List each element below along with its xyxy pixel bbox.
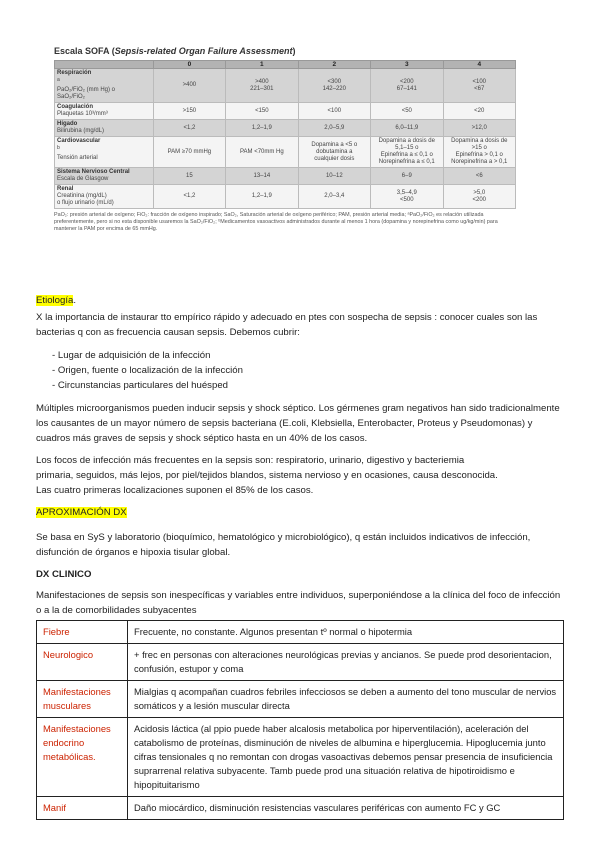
sofa-header: [55, 61, 154, 69]
sofa-cell-value: dobutamina a: [316, 148, 353, 155]
sofa-cell-value: 15: [186, 172, 193, 179]
sofa-cell-value: 1,2–1,9: [251, 124, 272, 131]
sofa-cell-value: Epinefrina > 0,1 o: [455, 152, 503, 158]
sofa-param: Plaquetas 10³/mm³: [57, 111, 108, 117]
sofa-cell-value: >150: [182, 107, 197, 114]
sofa-cell: [298, 69, 370, 103]
etiologia-p3-line: primaria, seguidos, más lejos, por piel/tejidos blandos, sistema nervioso y en ocasiones, causa desconocida.: [36, 470, 498, 481]
sofa-title: Escala SOFA (Sepsis-related Organ Failure Assessment): [54, 46, 296, 56]
dxclinico-intro: Manifestaciones de sepsis son inespecíficas y variables entre individuos, superponiéndose a la clínica del foco de infección o a la de comorbilidades subyacentes: [36, 590, 561, 616]
table-row: [37, 644, 564, 681]
etiologia-paragraph-1: X la importancia de instaurar tto empírico rápido y adecuado en ptes con sospecha de sepsis : conocer cuales son las bacterias q con as frecuencia causan sepsis. Debemos cubrir:: [36, 312, 538, 338]
sofa-param: Bilirubina (mg/dL): [57, 128, 105, 134]
sofa-section-name: Respiración: [57, 70, 92, 76]
sofa-section-name: Coagulación: [57, 104, 94, 110]
manifestation-text: Acidosis láctica (al ppio puede haber alcalosis metabolica por hiperventilación), aceleración del catabolismo de proteínas, disminución de niveles de albumina e hiperglucemia. Hipoglucemia junto cifras tensionales q no remontan con drogas vasoactivas debemos pensar presencia de insuficiencia suprarrenal relativa subyacente. Tamb puede prod una situación relativa de hipotiroidismo e hipopituitarismo: [128, 718, 564, 797]
etiologia-paragraph-3: [36, 453, 566, 498]
sofa-param: PaO₂/FiO₂ (mm Hg) o: [57, 87, 115, 93]
sofa-section-name: Renal: [57, 186, 74, 192]
sofa-header: 1: [226, 61, 298, 69]
sofa-cell: [153, 185, 225, 209]
sofa-cell-value: >400: [182, 82, 197, 88]
sofa-cell-value: 2,0–3,4: [324, 193, 345, 199]
sofa-cell-value: <67: [474, 85, 485, 92]
table-row: [55, 185, 516, 209]
sofa-cell: [153, 120, 225, 137]
sofa-cell-value: <6: [475, 172, 483, 179]
sofa-cell: [371, 137, 443, 168]
table-row: [37, 621, 564, 644]
etiologia-bullets: [52, 348, 552, 393]
sofa-cell-value: PAM ≥70 mmHg: [167, 148, 212, 155]
sofa-cell: [371, 185, 443, 209]
sofa-section-name: Cardiovascular: [57, 138, 101, 144]
sofa-cell: [443, 137, 515, 168]
sofa-cell: [298, 168, 370, 185]
sofa-row-label: [55, 120, 154, 137]
sofa-cell: [298, 103, 370, 120]
sofa-cell-value: 142–220: [322, 85, 346, 92]
sofa-param: Creatinina (mg/dL): [57, 193, 107, 199]
sofa-cell: [153, 168, 225, 185]
sofa-cell-value: 10–12: [325, 172, 343, 179]
sofa-cell-value: <100: [472, 78, 487, 85]
list-item: - Circunstancias particulares del huésped: [52, 378, 552, 393]
sofa-row-label: [55, 69, 154, 103]
sofa-cell-value: 13–14: [253, 172, 271, 179]
sofa-footnote-marker: b: [57, 145, 60, 151]
sofa-param: o flujo urinario (mL/d): [57, 200, 114, 206]
etiologia-p3-line: Los focos de infección más frecuentes en la sepsis son: respiratorio, urinario, digestivo y bacteriemia: [36, 455, 465, 466]
sofa-header: 4: [443, 61, 515, 69]
sofa-cell-value: 2,0–5,9: [324, 124, 345, 131]
sofa-table: [54, 60, 516, 209]
sofa-cell-value: cualquier dosis: [314, 155, 355, 162]
manifestation-text: Daño miocárdico, disminución resistencias vasculares periféricas con aumento FC y GC: [128, 797, 564, 820]
sofa-row-label: [55, 137, 154, 168]
sofa-cell: [226, 103, 298, 120]
sofa-footnote-marker: a: [57, 77, 60, 83]
sofa-cell: [226, 137, 298, 168]
sofa-cell-value: <1,2: [183, 193, 196, 199]
sofa-cell: [443, 185, 515, 209]
sofa-cell: [298, 185, 370, 209]
table-row: [37, 797, 564, 820]
etiologia-p3-line: Las cuatro primeras localizaciones suponen el 85% de los casos.: [36, 485, 314, 496]
sofa-cell-value: 67–141: [396, 85, 417, 92]
sofa-cell-value: Dopamina a dosis de: [378, 138, 435, 144]
sofa-section-name: Hígado: [57, 121, 78, 127]
sofa-cell: [153, 103, 225, 120]
sofa-cell-value: 221–301: [250, 85, 274, 92]
sofa-cell-value: <200: [400, 78, 414, 85]
list-item: - Lugar de adquisición de la infección: [52, 348, 552, 363]
sofa-cell-value: Norepinefrina a > 0,1: [451, 159, 508, 165]
sofa-cell-value: 6–9: [401, 172, 412, 179]
sofa-footnote: PaO₂: presión arterial de oxígeno; FiO₂: fracción de oxígeno inspirado; SaO₂, Saturación arterial de oxígeno periférico; PAM, presión arterial media; ᵃPaO₂/FiO₂ es relación utilizada preferentemente, pero si no esta disponible usaremos la SaO₂/FiO₂; ᵇMedicamentos vasoactivos administrados durante al menos 1 hora (dopamina y norepinefrina como ug/kg/min) para mantener la PAM por encima de 65 mmHg.: [54, 212, 498, 232]
sofa-cell-value: 5,1–15 o: [395, 145, 419, 151]
sofa-cell: [371, 69, 443, 103]
sofa-cell-value: Norepinefrina a ≤ 0,1: [378, 159, 435, 165]
table-row: [55, 168, 516, 185]
sofa-cell: [371, 168, 443, 185]
sofa-row-label: [55, 103, 154, 120]
sofa-cell: [443, 120, 515, 137]
sofa-cell: [371, 120, 443, 137]
sofa-cell-value: >400: [255, 78, 269, 85]
table-row: [55, 103, 516, 120]
sofa-param: SaO₂/FiO₂: [57, 94, 85, 100]
sofa-cell: [153, 137, 225, 168]
list-item: - Origen, fuente o localización de la infección: [52, 363, 552, 378]
sofa-cell: [226, 69, 298, 103]
manifestation-label: Neurologico: [37, 644, 128, 681]
sofa-cell-value: Epinefrina a ≤ 0,1 o: [380, 152, 433, 158]
etiologia-heading: Etiología.: [36, 295, 77, 306]
sofa-cell: [153, 69, 225, 103]
sofa-cell-value: <100: [327, 107, 342, 114]
manifestation-text: Mialgias q acompañan cuadros febriles infecciosos se deben a aumento del tono muscular de nervios somáticos y a lesión muscular directa: [128, 681, 564, 718]
sofa-cell-value: >5,0: [473, 189, 486, 196]
sofa-cell-value: <1,2: [183, 124, 196, 131]
sofa-cell-value: PAM <70mm Hg: [239, 148, 284, 155]
sofa-header-row: [55, 61, 516, 69]
sofa-row-label: [55, 185, 154, 209]
aprox-paragraph: Se basa en SyS y laboratorio (bioquímico, hematológico y microbiológico), q están incluidos indicativos de infección, disfunción de órganos e hipoxia tisular global.: [36, 532, 531, 558]
sofa-cell: [226, 168, 298, 185]
sofa-cell: [443, 69, 515, 103]
sofa-cell-value: <200: [472, 196, 487, 203]
manifestation-label: Fiebre: [37, 621, 128, 644]
dxclinico-heading: DX CLINICO: [36, 569, 92, 580]
sofa-cell-value: 3,5–4,9: [396, 189, 417, 196]
sofa-header: 0: [153, 61, 225, 69]
sofa-cell: [298, 120, 370, 137]
sofa-cell-value: <300: [327, 78, 342, 85]
manifestation-text: Frecuente, no constante. Algunos presentan tº normal o hipotermia: [128, 621, 564, 644]
sofa-cell-value: <500: [400, 196, 414, 203]
manifestation-label: Manifestaciones endocrino metabólicas.: [37, 718, 128, 797]
sofa-header: 3: [371, 61, 443, 69]
sofa-cell-value: 1,2–1,9: [251, 193, 272, 199]
sofa-param: Tensión arterial: [57, 155, 98, 161]
table-row: [37, 718, 564, 797]
table-row: [55, 137, 516, 168]
sofa-cell: [443, 168, 515, 185]
manifestation-label: Manifestaciones musculares: [37, 681, 128, 718]
sofa-cell: [443, 103, 515, 120]
sofa-row-label: [55, 168, 154, 185]
sofa-cell-value: <150: [255, 107, 269, 114]
manifestation-label: Manif: [37, 797, 128, 820]
sofa-param: Escala de Glasgow: [57, 176, 109, 182]
sofa-header: 2: [298, 61, 370, 69]
sofa-cell: [226, 185, 298, 209]
sofa-cell-value: <20: [474, 107, 485, 114]
sofa-cell-value: >12,0: [471, 124, 487, 131]
sofa-cell-value: <50: [401, 107, 412, 114]
table-row: [55, 69, 516, 103]
manifestation-text: + frec en personas con alteraciones neurológicas previas y ancianos. Se puede prod desorientacion, confusión, estupor y coma: [128, 644, 564, 681]
sofa-section-name: Sistema Nervioso Central: [57, 169, 130, 175]
table-row: [55, 120, 516, 137]
aprox-heading: APROXIMACIÓN DX: [36, 507, 127, 518]
sofa-cell-value: 6,0–11,9: [395, 124, 419, 131]
table-row: [37, 681, 564, 718]
sofa-cell: [298, 137, 370, 168]
sofa-cell-value: Dopamina a dosis de: [451, 138, 508, 144]
sofa-figure: [54, 46, 516, 233]
sofa-cell-value: Dopamina a <5 o: [311, 141, 358, 148]
sofa-cell-value: >15 o: [471, 145, 487, 151]
sofa-cell: [371, 103, 443, 120]
manifestations-table: [36, 620, 564, 820]
etiologia-paragraph-2: Múltiples microorganismos pueden inducir sepsis y shock séptico. Los gérmenes gram negativos han sido tradicionalmente los causantes de un mayor número de sepsis bacteriana (E.coli, Klebsiella, Enterobacter, Proteus y Pseudomonas) y cuadros más graves de sepsis y shock séptico hasta en un 40% de los casos.: [36, 403, 560, 444]
sofa-cell: [226, 120, 298, 137]
